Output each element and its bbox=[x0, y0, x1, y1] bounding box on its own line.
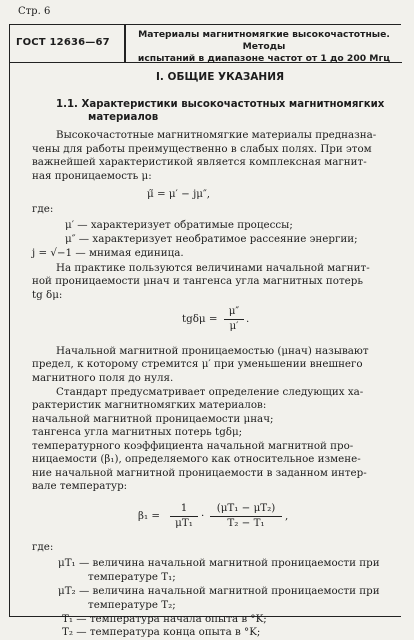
paragraph-line: Стандарт предусматривает определение следующих ха- bbox=[56, 386, 364, 398]
definition-line: μ′ — характеризует обратимые процессы; bbox=[65, 219, 293, 231]
fraction bbox=[170, 502, 198, 530]
numerator: 1 bbox=[180, 502, 188, 514]
formula-left: β₁ = bbox=[138, 510, 160, 522]
paragraph-line: рактеристик магнитномягких материалов: bbox=[32, 399, 267, 411]
page-number: Стр. 6 bbox=[18, 6, 51, 17]
definition-line: T₂ — температура конца опыта в °K; bbox=[62, 626, 261, 638]
denominator: T₂ − T₁ bbox=[227, 516, 265, 529]
paragraph-line: На практике пользуются величинами начальной магнит- bbox=[56, 262, 370, 274]
list-line: начальной магнитной проницаемости μнач; bbox=[32, 413, 274, 425]
paragraph-line: ной проницаемости μнач и тангенса угла магнитных потерь bbox=[32, 275, 363, 287]
subsection-title: материалов bbox=[88, 112, 159, 123]
standard-code: ГОСТ 12636—67 bbox=[16, 37, 110, 48]
numerator: (μT₁ − μT₂) bbox=[216, 502, 276, 514]
paragraph-line: Начальной магнитной проницаемостью (μнач) называют bbox=[56, 345, 369, 357]
document-header bbox=[10, 25, 402, 63]
document-title bbox=[130, 29, 398, 65]
formula-dot: · bbox=[201, 510, 205, 522]
paragraph-line: важнейшей характеристикой является комплексная магнит- bbox=[32, 156, 367, 168]
definition-line: температуре T₁; bbox=[88, 571, 176, 583]
definition-line: T₁ — температура начала опыта в °K; bbox=[62, 613, 267, 625]
paragraph-line: ницаемости (β₁), определяемого как относительное измене- bbox=[32, 453, 361, 465]
document-title-line: Материалы магнитномягкие высокочастотные. Методы bbox=[138, 29, 390, 52]
definition-line: μT₁ — величина начальной магнитной проницаемости при bbox=[58, 557, 380, 569]
formula-end: . bbox=[246, 313, 250, 325]
header-separator bbox=[124, 25, 126, 62]
paragraph-line: Высокочастотные магнитномягкие материалы предназна- bbox=[56, 129, 377, 141]
paragraph-line: чены для работы преимущественно в слабых полях. При этом bbox=[32, 143, 372, 155]
definition-line: температуре T₂; bbox=[88, 599, 176, 611]
definition-line: j = √−1 — мнимая единица. bbox=[32, 247, 184, 259]
formula-end: , bbox=[285, 510, 289, 522]
definition-line: μ″ — характеризует необратимое рассеяние энергии; bbox=[65, 233, 358, 245]
paragraph-line: ная проницаемость μ: bbox=[32, 170, 152, 182]
list-line: тангенса угла магнитных потерь tgδμ; bbox=[32, 426, 243, 438]
fraction bbox=[210, 502, 282, 530]
paragraph-line: tg δμ: bbox=[32, 289, 63, 301]
where-label: где: bbox=[32, 541, 54, 553]
numerator: μ″ bbox=[228, 305, 240, 317]
fraction bbox=[224, 305, 244, 333]
definition-line: μT₂ — величина начальной магнитной проницаемости при bbox=[58, 585, 380, 597]
paragraph-line: предел, к которому стремится μ′ при уменьшении внешнего bbox=[32, 358, 363, 370]
document-frame bbox=[9, 24, 401, 638]
where-label: где: bbox=[32, 203, 54, 215]
denominator: μ′ bbox=[229, 319, 239, 332]
formula-left: tgδμ = bbox=[182, 313, 218, 325]
document-title-line: испытаний в диапазоне частот от 1 до 200 Мгц bbox=[137, 53, 391, 64]
paragraph-line: ние начальной магнитной проницаемости в заданном интер- bbox=[32, 467, 367, 479]
formula-complex-permeability: μ̃ = μ′ − jμ″, bbox=[147, 188, 211, 200]
paragraph-line: вале температур: bbox=[32, 480, 128, 492]
subsection-title: 1.1. Характеристики высокочастотных магнитномягких bbox=[56, 99, 385, 110]
section-title: I. ОБЩИЕ УКАЗАНИЯ bbox=[156, 71, 285, 83]
denominator: μT₁ bbox=[175, 516, 193, 529]
list-line: температурного коэффициента начальной магнитной про- bbox=[32, 440, 354, 452]
paragraph-line: магнитного поля до нуля. bbox=[32, 372, 174, 384]
